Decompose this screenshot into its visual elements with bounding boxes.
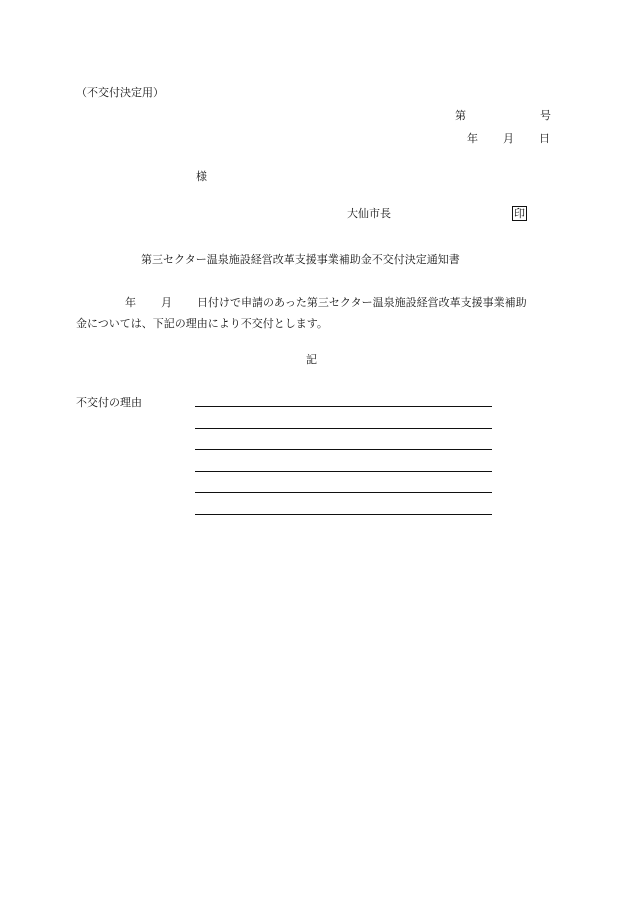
body-month: 月 <box>161 296 172 309</box>
reason-blank-line <box>195 514 492 515</box>
addressee-honorific: 様 <box>196 170 207 183</box>
reason-blank-line <box>195 471 492 472</box>
date-day: 日 <box>539 132 550 145</box>
date-month: 月 <box>503 132 514 145</box>
body-text-line-1: 日付けで申請のあった第三セクター温泉施設経営改革支援事業補助 <box>197 296 527 309</box>
ki-heading: 記 <box>306 353 317 366</box>
reason-blank-line <box>195 428 492 429</box>
seal-mark-text: 印 <box>514 207 525 220</box>
form-label: （不交付決定用） <box>76 86 164 99</box>
document-number-suffix: 号 <box>540 109 551 122</box>
reason-blank-line <box>195 492 492 493</box>
body-text-line-2: 金については、下記の理由により不交付とします。 <box>76 317 328 330</box>
document-title: 第三セクター温泉施設経営改革支援事業補助金不交付決定通知書 <box>141 253 460 266</box>
document-number-prefix: 第 <box>455 109 466 122</box>
body-year: 年 <box>125 296 136 309</box>
date-year: 年 <box>467 132 478 145</box>
reason-label: 不交付の理由 <box>76 396 142 409</box>
seal-mark <box>512 206 527 221</box>
reason-blank-line <box>195 449 492 450</box>
reason-blank-line <box>195 406 492 407</box>
sender-name: 大仙市長 <box>347 207 391 220</box>
